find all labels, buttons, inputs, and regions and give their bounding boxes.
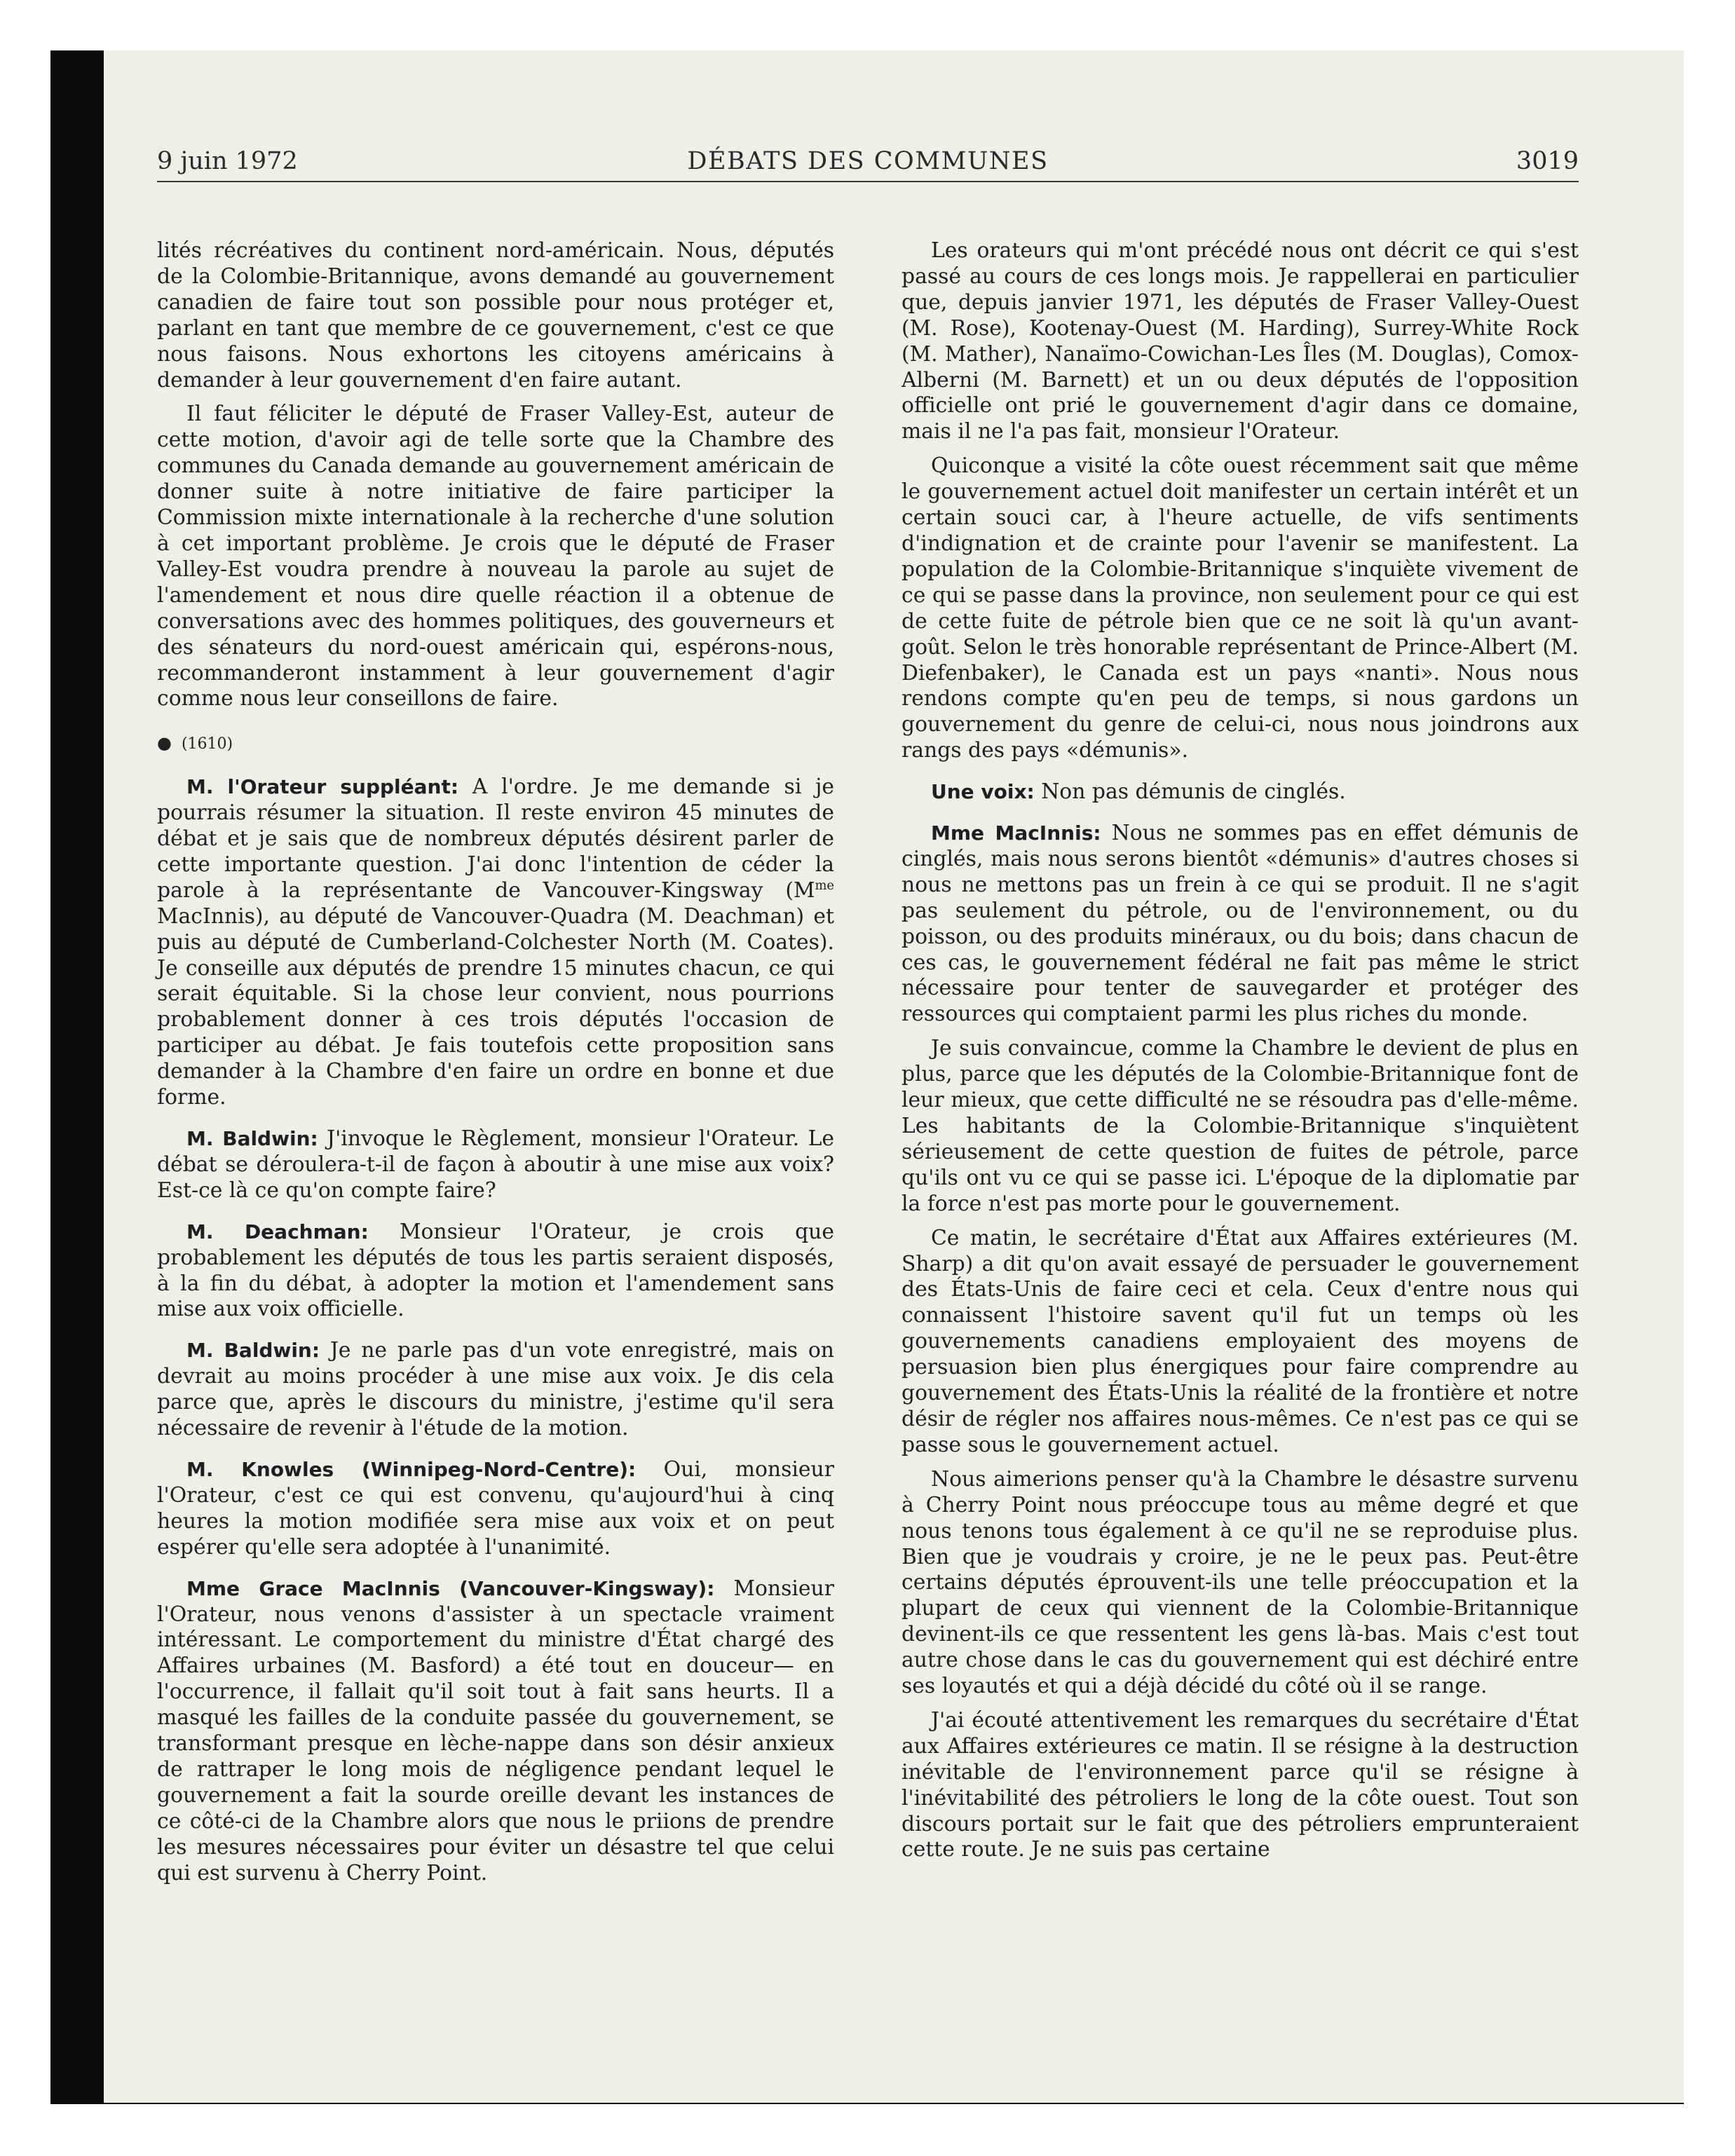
- page-header: [157, 147, 1579, 182]
- bullet-icon: ●: [157, 733, 172, 753]
- speaker-name: M. Deachman:: [186, 1220, 369, 1243]
- paragraph: Nous aimerions penser qu'à la Chambre le désastre survenu à Cherry Point nous préoccupe tous au même degré et que nous tenons tous également à ce qu'il ne se reproduise plus. Bien que je voudrais y croire, je ne le peux pas. Peut-être certains députés éprouvent-ils une telle préoccupation et la plupart de ceux qui viennent de la Colombie-Britannique devinent-ils ce que ressentent les gens là-bas. Mais c'est tout autre chose dans le cas du gouvernement qui est déchiré entre ses loyautés et qui a déjà décidé du côté où il se range.: [901, 1466, 1579, 1699]
- speaker-name: Mme MacInnis:: [931, 821, 1101, 845]
- right-column: [901, 238, 1579, 1871]
- speech: [157, 1457, 834, 1561]
- speech: [157, 775, 834, 1111]
- speech-text: Monsieur l'Orateur, je crois que probablement les députés de tous les partis seraient disposés, à la fin du débat, à adopter la motion et l'amendement sans mise aux voix officielle.: [157, 1219, 835, 1322]
- left-column: [157, 238, 834, 1895]
- superscript: me: [815, 878, 834, 893]
- page: [104, 50, 1684, 2103]
- time-marker: [157, 730, 834, 758]
- paragraph: J'ai écouté attentivement les remarques du secrétaire d'État aux Affaires extérieures ce matin. Il se résigne à la destruction inévitable de l'environnement parce qu'il se résigne à l'inévitabilité des pétroliers le long de la côte ouest. Tout son discours portait sur le fait que des pétroliers emprunteraient cette route. Je ne suis pas certaine: [901, 1707, 1579, 1862]
- header-date: 9 juin 1972: [157, 147, 298, 175]
- speech-text: Monsieur l'Orateur, nous venons d'assister à un spectacle vraiment intéressant. Le comportement du ministre d'État chargé des Affaires urbaines (M. Basford) a été tout en douceur— en l'occurrence, il fallait qu'il soit tout à fait sans heurts. Il a masqué les failles de la conduite passée du gouvernement, se transformant presque en lèche-nappe dans son désir anxieux de rattraper le long mois de négligence pendant lequel le gouvernement a fait la sourde oreille devant les instances de ce côté-ci de la Chambre alors que nous le priions de prendre les mesures nécessaires pour éviter un désastre tel que celui qui est survenu à Cherry Point.: [157, 1576, 834, 1885]
- paragraph: Je suis convaincue, comme la Chambre le devient de plus en plus, parce que les députés de la Colombie-Britannique font de leur mieux, que cette difficulté ne se résoudra pas d'elle-même. Les habitants de la Colombie-Britannique s'inquiètent sérieusement de cette question de fuites de pétrole, parce qu'ils ont vu ce qui se passe ici. L'époque de la diplomatie par la force n'est pas morte pour le gouvernement.: [901, 1036, 1579, 1216]
- speech: [901, 821, 1579, 1028]
- speaker-name: M. Baldwin:: [186, 1127, 318, 1150]
- time-marker-text: (1610): [181, 735, 233, 753]
- speaker-name: M. Knowles (Winnipeg-Nord-Centre):: [186, 1457, 637, 1481]
- speech-text: Nous ne sommes pas en effet démunis de cinglés, mais nous serons bientôt «démunis» d'autres choses si nous ne mettons pas un frein à ce qui se produit. Il ne s'agit pas seulement du pétrole, ou de l'environnement, ou du poisson, ou des produits minéraux, ou du bois; dans chacun de ces cas, le gouvernement fédéral ne fait pas même le strict nécessaire pour tenter de sauvegarder et protéger des ressources qui comptaient parmi les plus riches du monde.: [901, 821, 1579, 1027]
- paragraph: Ce matin, le secrétaire d'État aux Affaires extérieures (M. Sharp) a dit qu'on avait essayé de persuader le gouvernement des États-Unis de faire ceci et cela. Ceux d'entre nous qui connaissent l'histoire savent qu'il fut un temps où les gouvernements canadiens employaient des moyens de persuasion bien plus énergiques pour faire comprendre au gouvernement des États-Unis la réalité de la frontière et notre désir de régler nos affaires nous-mêmes. Ce n'est pas ce qui se passe sous le gouvernement actuel.: [901, 1225, 1579, 1457]
- speaker-name: M. Baldwin:: [186, 1339, 320, 1363]
- speech-text: Oui, monsieur l'Orateur, c'est ce qui est convenu, qu'aujourd'hui à cinq heures la motion modifiée sera mise aux voix et on peut espérer qu'elle sera adoptée à l'unanimité.: [157, 1456, 834, 1560]
- speech: [901, 779, 1579, 805]
- paragraph: Il faut féliciter le député de Fraser Valley-Est, auteur de cette motion, d'avoir agi de telle sorte que la Chambre des communes du Canada demande au gouvernement américain de donner suite à notre initiative de faire participer la Commission mixte internationale à la recherche d'une solution à cet important problème. Je crois que le député de Fraser Valley-Est voudra prendre à nouveau la parole au sujet de l'amendement et nous dire quelle réaction il a obtenue de conversations avec des hommes politiques, des gouverneurs et des sénateurs du nord-ouest américain qui, espérons-nous, recommanderont instamment à leur gouvernement d'agir comme nous leur conseillons de faire.: [157, 402, 834, 711]
- speaker-name: M. l'Orateur suppléant:: [186, 775, 459, 799]
- paragraph: lités récréatives du continent nord-américain. Nous, députés de la Colombie-Britannique, avons demandé au gouvernement canadien de faire tout son possible pour nous protéger et, parlant en tant que membre de ce gouvernement, c'est ce que nous faisons. Nous exhortons les citoyens américains à demander à leur gouvernement d'en faire autant.: [157, 238, 834, 393]
- header-rule: [157, 181, 1579, 182]
- speech: [157, 1576, 834, 1887]
- speech: [157, 1220, 834, 1323]
- speech: [157, 1338, 834, 1442]
- speech: [157, 1126, 834, 1204]
- speech-text: Je ne parle pas d'un vote enregistré, mais on devrait au moins procéder à une mise aux voix. Je dis cela parce que, après le discours du ministre, j'estime qu'il sera nécessaire de revenir à l'étude de la motion.: [157, 1338, 834, 1441]
- speech-text: A l'ordre. Je me demande si je pourrais résumer la situation. Il reste environ 45 minutes de débat et je sais que de nombreux députés désirent parler de cette importante question. J'ai donc l'intention de céder la parole à la représentante de Vancouver-Kingsway (M: [157, 775, 834, 903]
- speech-text: Non pas démunis de cinglés.: [1034, 779, 1346, 805]
- page-number: 3019: [1516, 147, 1579, 175]
- speaker-name: Mme Grace MacInnis (Vancouver-Kingsway):: [186, 1576, 715, 1600]
- speaker-name: Une voix:: [931, 780, 1035, 804]
- paragraph: Quiconque a visité la côte ouest récemment sait que même le gouvernement actuel doit manifester un certain intérêt et un certain souci car, à l'heure actuelle, de vifs sentiments d'indignation et de crainte pour l'avenir se manifestent. La population de la Colombie-Britannique s'inquiète vivement de ce qui se passe dans la province, non seulement pour ce qui est de cette fuite de pétrole bien que ce ne soit là qu'un avant-goût. Selon le très honorable représentant de Prince-Albert (M. Diefenbaker), le Canada est un pays «nanti». Nous nous rendons compte qu'en peu de temps, si nous gardons un gouvernement du genre de celui-ci, nous nous joindrons aux rangs des pays «démunis».: [901, 453, 1579, 763]
- speech-text: J'invoque le Règlement, monsieur l'Orateur. Le débat se déroulera-t-il de façon à aboutir à une mise aux voix? Est-ce là ce qu'on compte faire?: [157, 1126, 834, 1203]
- paragraph: Les orateurs qui m'ont précédé nous ont décrit ce qui s'est passé au cours de ces longs mois. Je rappellerai en particulier que, depuis janvier 1971, les députés de Fraser Valley-Ouest (M. Rose), Kootenay-Ouest (M. Harding), Surrey-White Rock (M. Mather), Nanaïmo-Cowichan-Les Îles (M. Douglas), Comox-Alberni (M. Barnett) et un ou deux députés de l'opposition officielle ont prié le gouvernement d'agir dans ce domaine, mais il ne l'a pas fait, monsieur l'Orateur.: [901, 238, 1579, 444]
- header-title: DÉBATS DES COMMUNES: [687, 147, 1049, 175]
- speech-text: MacInnis), au député de Vancouver-Quadra (M. Deachman) et puis au député de Cumberland-Colchester North (M. Coates). Je conseille aux députés de prendre 15 minutes chacun, ce qui serait équitable. Si la chose leur convient, nous pourrions probablement donner à ces trois députés l'occasion de participer au débat. Je fais toutefois cette proposition sans demander à la Chambre d'en faire un ordre en bonne et due forme.: [157, 903, 834, 1110]
